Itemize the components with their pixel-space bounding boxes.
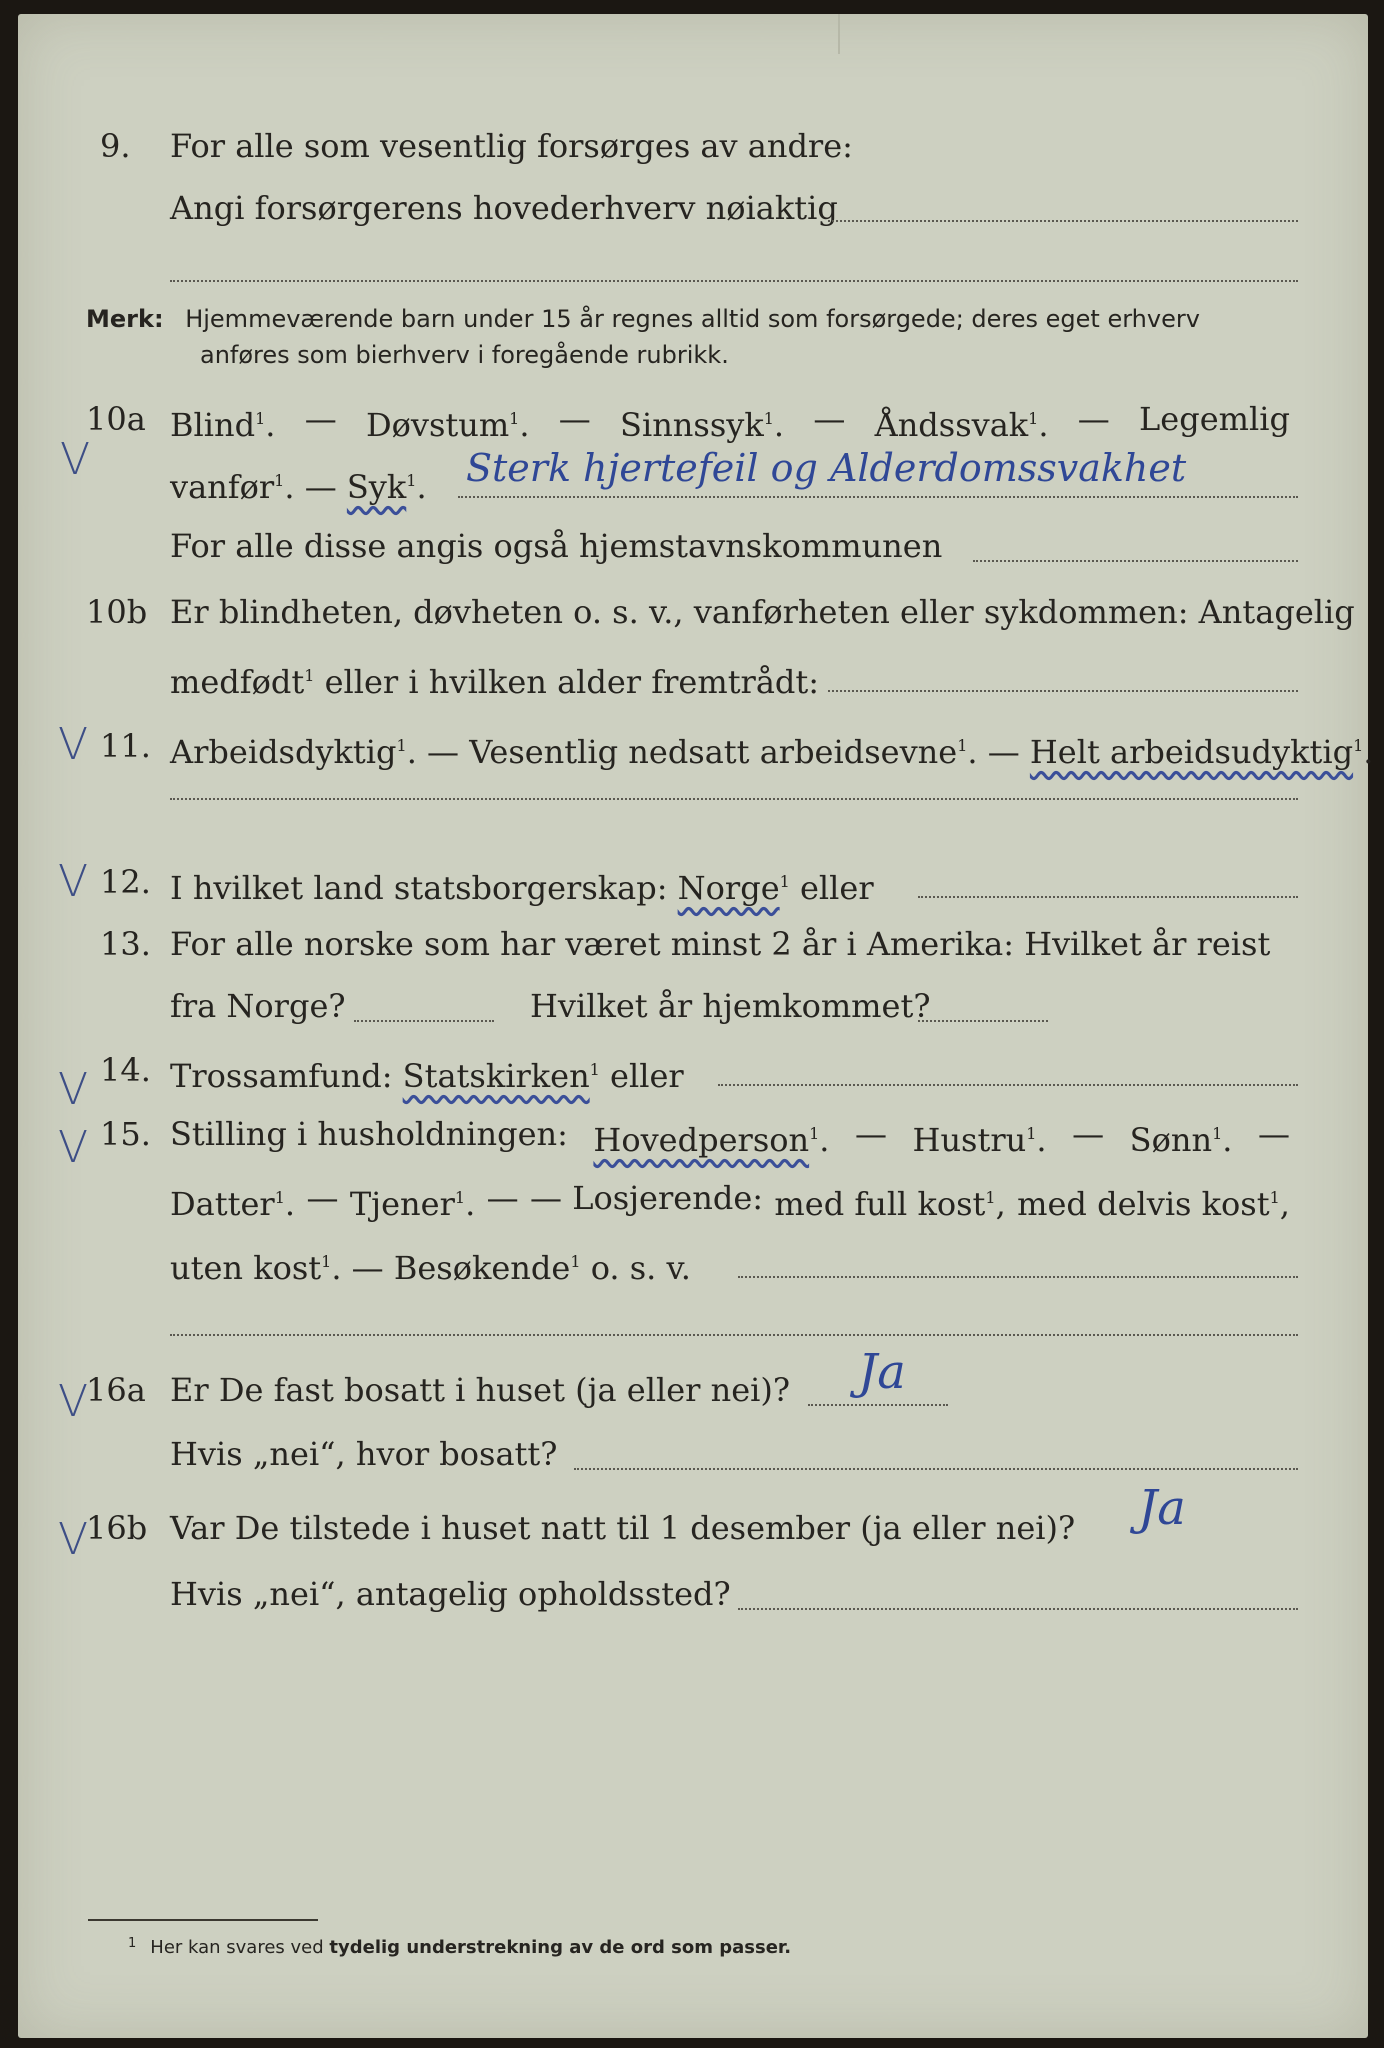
q10b-line2: medfødt$^1$ eller i hvilken alder fremtrådt:	[170, 663, 820, 701]
q9-line2: Angi forsørgerens hovederhverv nøiaktig	[170, 189, 838, 227]
q10a-line3: For alle disse angis også hjemstavnskommunen	[170, 527, 943, 565]
q16a-question: Er De fast bosatt i huset (ja eller nei)?	[170, 1371, 791, 1409]
footnote-rule	[88, 1919, 318, 1921]
q11-selected-underlined: Helt arbeidsudyktig	[1029, 733, 1354, 771]
q15-line3: uten kost$^1$. — Besøkende$^1$ o. s. v.	[170, 1249, 691, 1287]
q11-line: Arbeidsdyktig$^1$. — Vesentlig nedsatt arbeidsevne$^1$. — Helt arbeidsudyktig$^1$.	[170, 733, 1374, 771]
q14-line: Trossamfund: Statskirken$^1$ eller	[170, 1057, 684, 1095]
q15-answer-line[interactable]	[738, 1276, 1298, 1278]
q13-year-left-line[interactable]	[354, 1020, 494, 1022]
q10a-handwritten-answer: Sterk hjertefeil og Alderdomssvakhet	[466, 446, 1187, 490]
q10a-dovstum: Døvstum$^1$.	[365, 406, 530, 444]
q16a-followup: Hvis „nei“, hvor bosatt?	[170, 1435, 558, 1473]
q10a-sinnssyk: Sinnssyk$^1$.	[620, 406, 785, 444]
footnote: $^1$ Her kan svares ved tydelig understrekning av de ord som passer.	[128, 1936, 792, 1958]
q9-number: 9.	[100, 127, 131, 165]
q12-answer-line[interactable]	[918, 896, 1298, 898]
q13-year-returned-line[interactable]	[918, 1020, 1048, 1022]
checkmark-12: V	[58, 856, 89, 907]
merk-note	[86, 302, 1200, 336]
q16a-number: 16a	[86, 1371, 146, 1409]
q10a-blind: Blind$^1$.	[170, 406, 276, 444]
q10b-number: 10b	[86, 593, 148, 631]
q10a-answer-line[interactable]	[458, 496, 1298, 498]
q9-answer-line-2[interactable]	[170, 280, 1298, 282]
q10a-andssvak: Åndssvak$^1$.	[874, 406, 1049, 444]
q13-number: 13.	[100, 925, 151, 963]
q14-statskirken-underlined: Statskirken	[402, 1057, 590, 1095]
checkmark-15: V	[58, 1122, 89, 1173]
census-form-page	[18, 14, 1374, 2038]
q11-number: 11.	[100, 727, 151, 765]
q13-line1: For alle norske som har været minst 2 år i Amerika: Hvilket år reist	[170, 925, 1271, 963]
checkmark-14: V	[58, 1064, 89, 1115]
q9-line1: For alle som vesentlig forsørges av andre:	[170, 127, 853, 165]
q10a-hjemstavn-line[interactable]	[973, 560, 1298, 562]
q15-extra-line[interactable]	[170, 1334, 1298, 1336]
q10a-number: 10a	[86, 400, 146, 438]
q9-answer-line[interactable]	[828, 220, 1298, 222]
checkmark-16a: V	[58, 1376, 89, 1427]
paper-crease	[838, 14, 840, 54]
merk-text-1: Hjemmeværende barn under 15 år regnes alltid som forsørgede; deres eget erhverv	[185, 305, 1200, 333]
checkmark-11: V	[58, 719, 89, 770]
q11-extra-line[interactable]	[170, 798, 1298, 800]
q15-number: 15.	[100, 1115, 151, 1153]
q10a-line1: Blind$^1$. — Døvstum$^1$. — Sinnssyk$^1$. — Åndssvak$^1$. — Legemlig	[170, 400, 1290, 444]
q16a-handwritten-ja: Ja	[858, 1344, 906, 1400]
q12-number: 12.	[100, 863, 151, 901]
q16b-followup: Hvis „nei“, antagelig opholdssted?	[170, 1575, 731, 1613]
q10b-line1: Er blindheten, døvheten o. s. v., vanførheten eller sykdommen: Antagelig	[170, 593, 1355, 631]
merk-label: Merk:	[86, 305, 164, 333]
checkmark-16b: V	[58, 1514, 89, 1565]
q14-number: 14.	[100, 1051, 151, 1089]
q12-norge-underlined: Norge	[677, 869, 780, 907]
q16a-answer-line[interactable]	[808, 1404, 948, 1406]
q10a-legemlig: Legemlig	[1139, 400, 1290, 438]
footnote-marker: 1	[128, 1936, 137, 1951]
q14-answer-line[interactable]	[718, 1084, 1298, 1086]
q16b-followup-line[interactable]	[738, 1608, 1298, 1610]
q15-line1: Stilling i husholdningen: Hovedperson$^1$. — Hustru$^1$. — Sønn$^1$. —	[170, 1115, 1290, 1159]
q10a-syk-underlined: Syk	[346, 468, 407, 506]
q15-hovedperson-underlined: Hovedperson	[593, 1121, 810, 1159]
q12-line: I hvilket land statsborgerskap: Norge$^1$ eller	[170, 869, 874, 907]
q13-from-norway: fra Norge?	[170, 987, 346, 1025]
q13-returned: Hvilket år hjemkommet?	[530, 987, 931, 1025]
q10a-line2: vanfør$^1$. — Syk$^1$.	[170, 468, 427, 506]
merk-text-2: anføres som bierhverv i foregående rubrikk.	[200, 341, 729, 369]
q16b-question: Var De tilstede i huset natt til 1 desember (ja eller nei)?	[170, 1509, 1076, 1547]
q10b-answer-line[interactable]	[828, 690, 1298, 692]
q15-line2: Datter$^1$. — Tjener$^1$. — — Losjerende: med full kost$^1$, med delvis kost$^1$,	[170, 1179, 1290, 1223]
q16b-handwritten-ja: Ja	[1138, 1480, 1186, 1536]
checkmark-10a: V	[60, 434, 91, 485]
q16a-followup-line[interactable]	[574, 1468, 1298, 1470]
q16b-number: 16b	[86, 1509, 148, 1547]
